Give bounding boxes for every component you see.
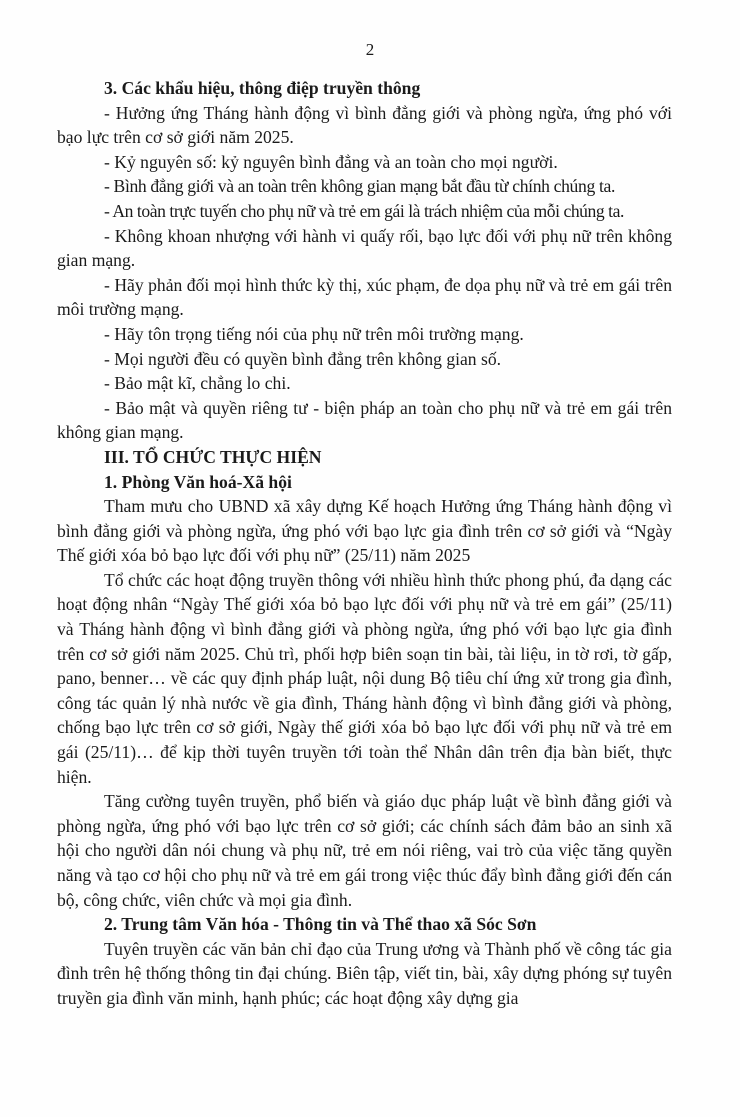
slogan-item: - Bảo mật và quyền riêng tư - biện pháp an toàn cho phụ nữ và trẻ em gái trên không gian mạng. xyxy=(57,397,672,443)
slogan-item: - Hãy tôn trọng tiếng nói của phụ nữ trên môi trường mạng. xyxy=(104,323,524,344)
subsection-2-title: 2. Trung tâm Văn hóa - Thông tin và Thể thao xã Sóc Sơn xyxy=(104,914,537,935)
paragraph: Tham mưu cho UBND xã xây dựng Kế hoạch Hưởng ứng Tháng hành động vì bình đẳng giới và phòng ngừa, ứng phó với bạo lực gia đình trên cơ sở giới và “Ngày Thế giới xóa bỏ bạo lực đối với phụ nữ” (25/11) năm 2025 xyxy=(57,496,672,566)
page-number: 2 xyxy=(365,40,375,59)
subsection-1-title: 1. Phòng Văn hoá-Xã hội xyxy=(104,471,292,492)
slogan-item: - An toàn trực tuyến cho phụ nữ và trẻ em gái là trách nhiệm của mỗi chúng ta. xyxy=(104,200,624,221)
section-iii-title: III. TỔ CHỨC THỰC HIỆN xyxy=(104,446,322,467)
paragraph: Tổ chức các hoạt động truyền thông với nhiều hình thức phong phú, đa dạng các hoạt động nhân “Ngày Thế giới xóa bỏ bạo lực đối với phụ nữ và trẻ em gái” (25/11) và Tháng hành động vì bình đẳng giới và phòng ngừa, ứng phó với bạo lực gia đình trên cơ sở giới năm 2025. Chủ trì, phối hợp biên soạn tin bài, tài liệu, in tờ rơi, tờ gấp, pano, benner… về các quy định pháp luật, nội dung Bộ tiêu chí ứng xử trong gia đình, công tác quản lý nhà nước về gia đình, Tháng hành động vì bình đẳng giới và phòng, chống bạo lực trên cơ sở giới, Ngày thế giới xóa bỏ bạo lực đối với phụ nữ và trẻ em gái (25/11)… để kịp thời tuyên truyền tới toàn thể Nhân dân trên địa bàn biết, thực hiện. xyxy=(57,569,672,787)
slogan-item: - Kỷ nguyên số: kỷ nguyên bình đẳng và an toàn cho mọi người. xyxy=(104,151,558,172)
section-3-title: 3. Các khẩu hiệu, thông điệp truyền thông xyxy=(104,78,421,98)
slogan-item: - Không khoan nhượng với hành vi quấy rối, bạo lực đối với phụ nữ trên không gian mạng. xyxy=(57,225,672,271)
document-body xyxy=(57,76,672,1011)
paragraph: Tăng cường tuyên truyền, phổ biến và giáo dục pháp luật về bình đẳng giới và phòng ngừa, ứng phó với bạo lực trên cơ sở giới; các chính sách đảm bảo an sinh xã hội cho người dân nói chung và phụ nữ, trẻ em nói riêng, vai trò của việc tăng quyền năng và tạo cơ hội cho phụ nữ và trẻ em gái trong việc thúc đẩy bình đẳng giới đến cán bộ, công chức, viên chức và mọi gia đình. xyxy=(57,791,672,910)
slogan-item: - Bảo mật kĩ, chẳng lo chi. xyxy=(104,373,291,394)
slogan-item: - Mọi người đều có quyền bình đẳng trên không gian số. xyxy=(104,348,502,369)
slogan-item: - Hưởng ứng Tháng hành động vì bình đẳng giới và phòng ngừa, ứng phó với bạo lực trên cơ sở giới năm 2025. xyxy=(57,102,672,148)
slogan-item: - Bình đẳng giới và an toàn trên không gian mạng bắt đầu từ chính chúng ta. xyxy=(104,176,615,197)
paragraph: Tuyên truyền các văn bản chỉ đạo của Trung ương và Thành phố về công tác gia đình trên hệ thống thông tin đại chúng. Biên tập, viết tin, bài, xây dựng phóng sự tuyên truyền gia đình văn minh, hạnh phúc; các hoạt động xây dựng gia xyxy=(57,938,672,1008)
slogan-item: - Hãy phản đối mọi hình thức kỳ thị, xúc phạm, đe dọa phụ nữ và trẻ em gái trên môi trường mạng. xyxy=(57,274,672,320)
